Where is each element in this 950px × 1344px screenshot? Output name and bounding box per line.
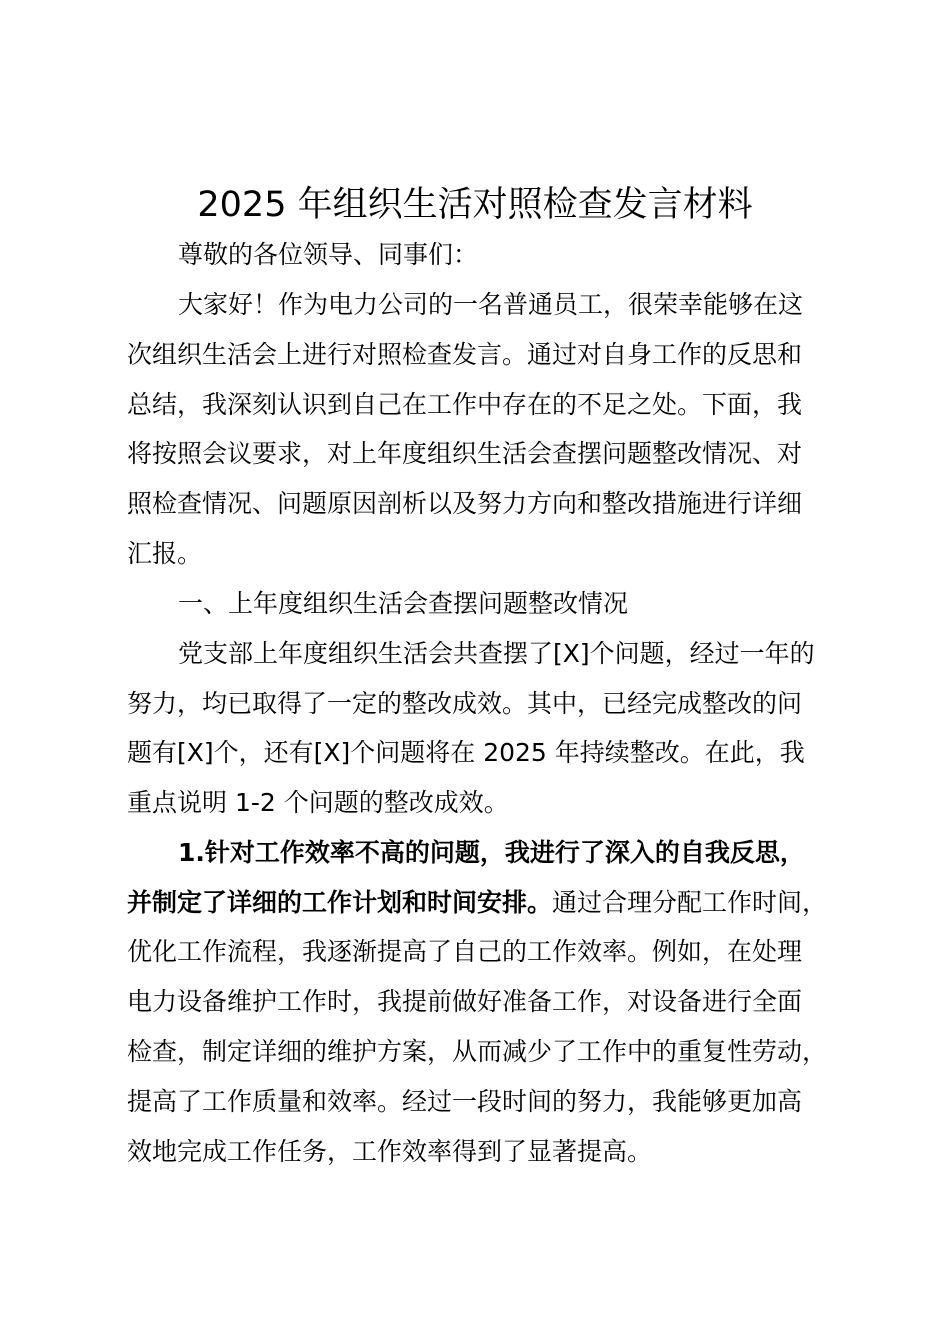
section-heading-1: 一、上年度组织生活会查摆问题整改情况 — [178, 589, 629, 618]
salutation: 尊敬的各位领导、同事们： — [178, 240, 479, 269]
item1-line-3: 优化工作流程，我逐渐提高了自己的工作效率。例如，在处理 — [127, 937, 803, 966]
item1-line-4: 电力设备维护工作时，我提前做好准备工作，对设备进行全面 — [127, 987, 803, 1016]
intro-line-4: 将按照会议要求，对上年度组织生活会查摆问题整改情况、对 — [127, 439, 803, 468]
section1-line-4: 重点说明 1-2 个问题的整改成效。 — [127, 788, 509, 817]
item1-bold-line-1: 1.针对工作效率不高的问题，我进行了深入的自我反思， — [178, 838, 805, 867]
item1-line-6: 提高了工作质量和效率。经过一段时间的努力，我能够更加高 — [127, 1087, 803, 1116]
item1-line-2-rest: 通过合理分配工作时间， — [552, 888, 828, 917]
section1-line-1: 党支部上年度组织生活会共查摆了[X]个问题，经过一年的 — [178, 639, 815, 668]
intro-line-6: 汇报。 — [127, 539, 203, 568]
document-title: 2025 年组织生活对照检查发言材料 — [197, 185, 753, 225]
intro-line-2: 次组织生活会上进行对照检查发言。通过对自身工作的反思和 — [127, 340, 803, 369]
section1-line-3: 题有[X]个，还有[X]个问题将在 2025 年持续整改。在此，我 — [127, 738, 805, 767]
item1-line-7: 效地完成工作任务，工作效率得到了显著提高。 — [127, 1137, 653, 1166]
item1-bold-line-2: 并制定了详细的工作计划和时间安排。 — [127, 888, 553, 917]
intro-line-1: 大家好！作为电力公司的一名普通员工，很荣幸能够在这 — [178, 290, 804, 319]
item1-line-2 — [127, 885, 827, 921]
intro-line-3: 总结，我深刻认识到自己在工作中存在的不足之处。下面，我 — [127, 390, 803, 419]
item1-line-5: 检查，制定详细的维护方案，从而减少了工作中的重复性劳动， — [127, 1037, 828, 1066]
section1-line-2: 努力，均已取得了一定的整改成效。其中，已经完成整改的问 — [127, 689, 803, 718]
intro-line-5: 照检查情况、问题原因剖析以及努力方向和整改措施进行详细 — [127, 489, 803, 518]
